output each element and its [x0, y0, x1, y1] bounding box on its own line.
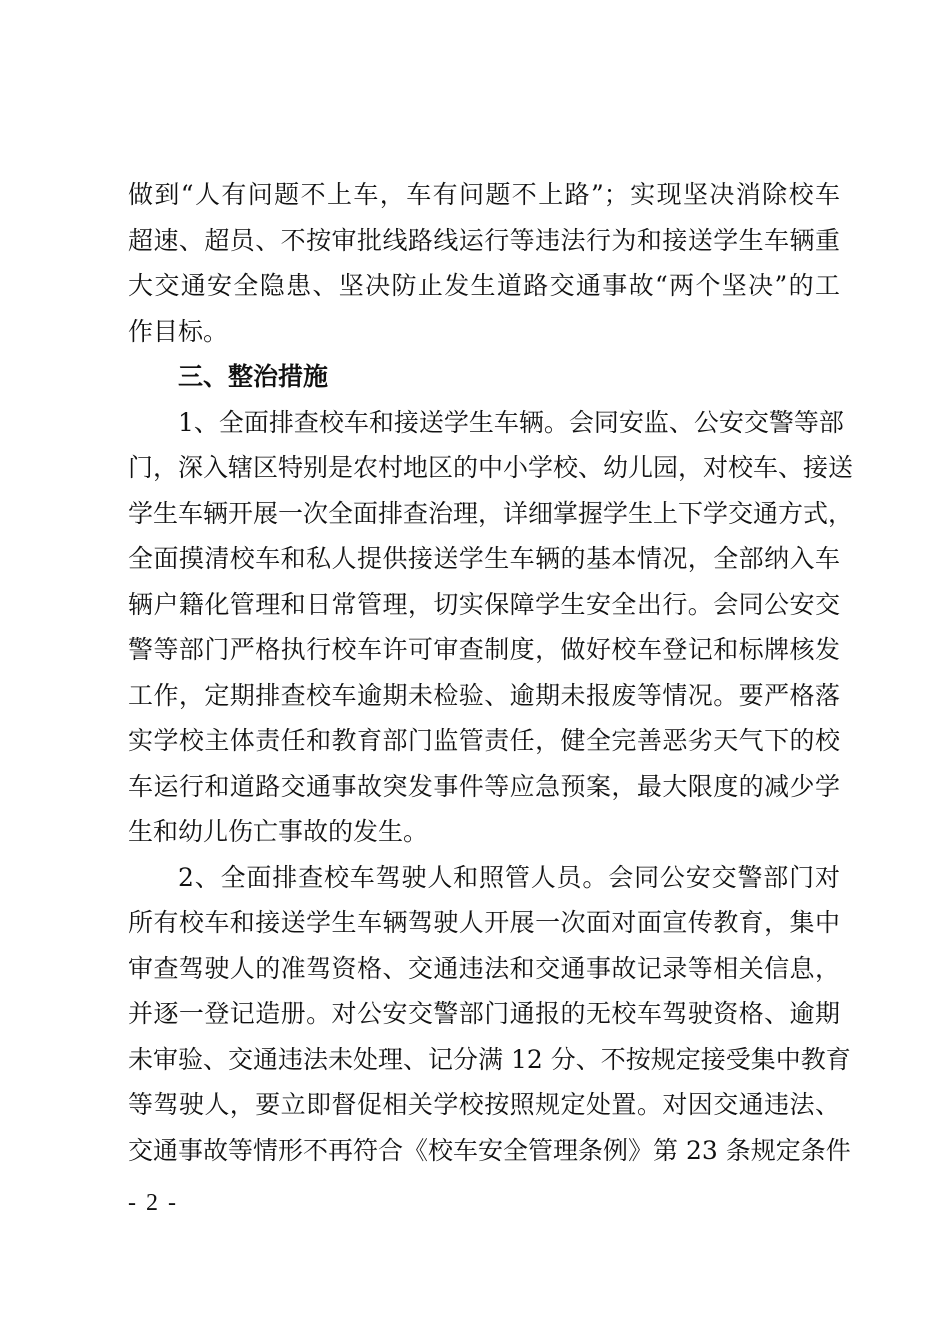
paragraph-line: 学生车辆开展一次全面排查治理，详细掌握学生上下学交通方式， [128, 498, 854, 528]
paragraph-line: 并逐一登记造册。对公安交警部门通报的无校车驾驶资格、逾期 [128, 999, 840, 1028]
paragraph-line: 1、全面排查校车和接送学生车辆。会同安监、公安交警等部 [178, 407, 844, 437]
paragraph-line: 做到“人有问题不上车，车有问题不上路”；实现坚决消除校车 [128, 180, 840, 209]
paragraph-line: 实学校主体责任和教育部门监管责任，健全完善恶劣天气下的校 [128, 726, 840, 755]
paragraph-line: 交通事故等情形不再符合《校车安全管理条例》第 23 条规定条件 [128, 1135, 851, 1165]
section-heading: 三、整治措施 [178, 362, 329, 391]
paragraph-line: 审查驾驶人的准驾资格、交通违法和交通事故记录等相关信息， [128, 953, 840, 983]
paragraph-line: 门，深入辖区特别是农村地区的中小学校、幼儿园，对校车、接送 [128, 453, 854, 482]
paragraph-line: 大交通安全隐患、坚决防止发生道路交通事故“两个坚决”的工 [128, 271, 840, 300]
paragraph-line: 2、全面排查校车驾驶人和照管人员。会同公安交警部门对 [178, 862, 840, 892]
paragraph-line: 所有校车和接送学生车辆驾驶人开展一次面对面宣传教育，集中 [128, 908, 840, 937]
paragraph-line: 工作，定期排查校车逾期未检验、逾期未报废等情况。要严格落 [128, 680, 840, 710]
paragraph-line: 未审验、交通违法未处理、记分满 12 分、不按规定接受集中教育 [128, 1044, 851, 1074]
paragraph-line: 车运行和道路交通事故突发事件等应急预案，最大限度的减少学 [128, 771, 840, 801]
paragraph-line: 警等部门严格执行校车许可审查制度，做好校车登记和标牌核发 [128, 635, 840, 664]
paragraph-line: 生和幼儿伤亡事故的发生。 [128, 817, 429, 846]
paragraph-line: 作目标。 [128, 316, 229, 346]
page-number: - 2 - [128, 1190, 178, 1216]
body-text [128, 172, 854, 1173]
paragraph-line: 全面摸清校车和私人提供接送学生车辆的基本情况，全部纳入车 [128, 544, 840, 573]
paragraph-line: 辆户籍化管理和日常管理，切实保障学生安全出行。会同公安交 [128, 589, 840, 619]
paragraph-line: 超速、超员、不按审批线路线运行等违法行为和接送学生车辆重 [128, 225, 840, 255]
paragraph-line: 等驾驶人，要立即督促相关学校按照规定处置。对因交通违法、 [128, 1090, 840, 1119]
